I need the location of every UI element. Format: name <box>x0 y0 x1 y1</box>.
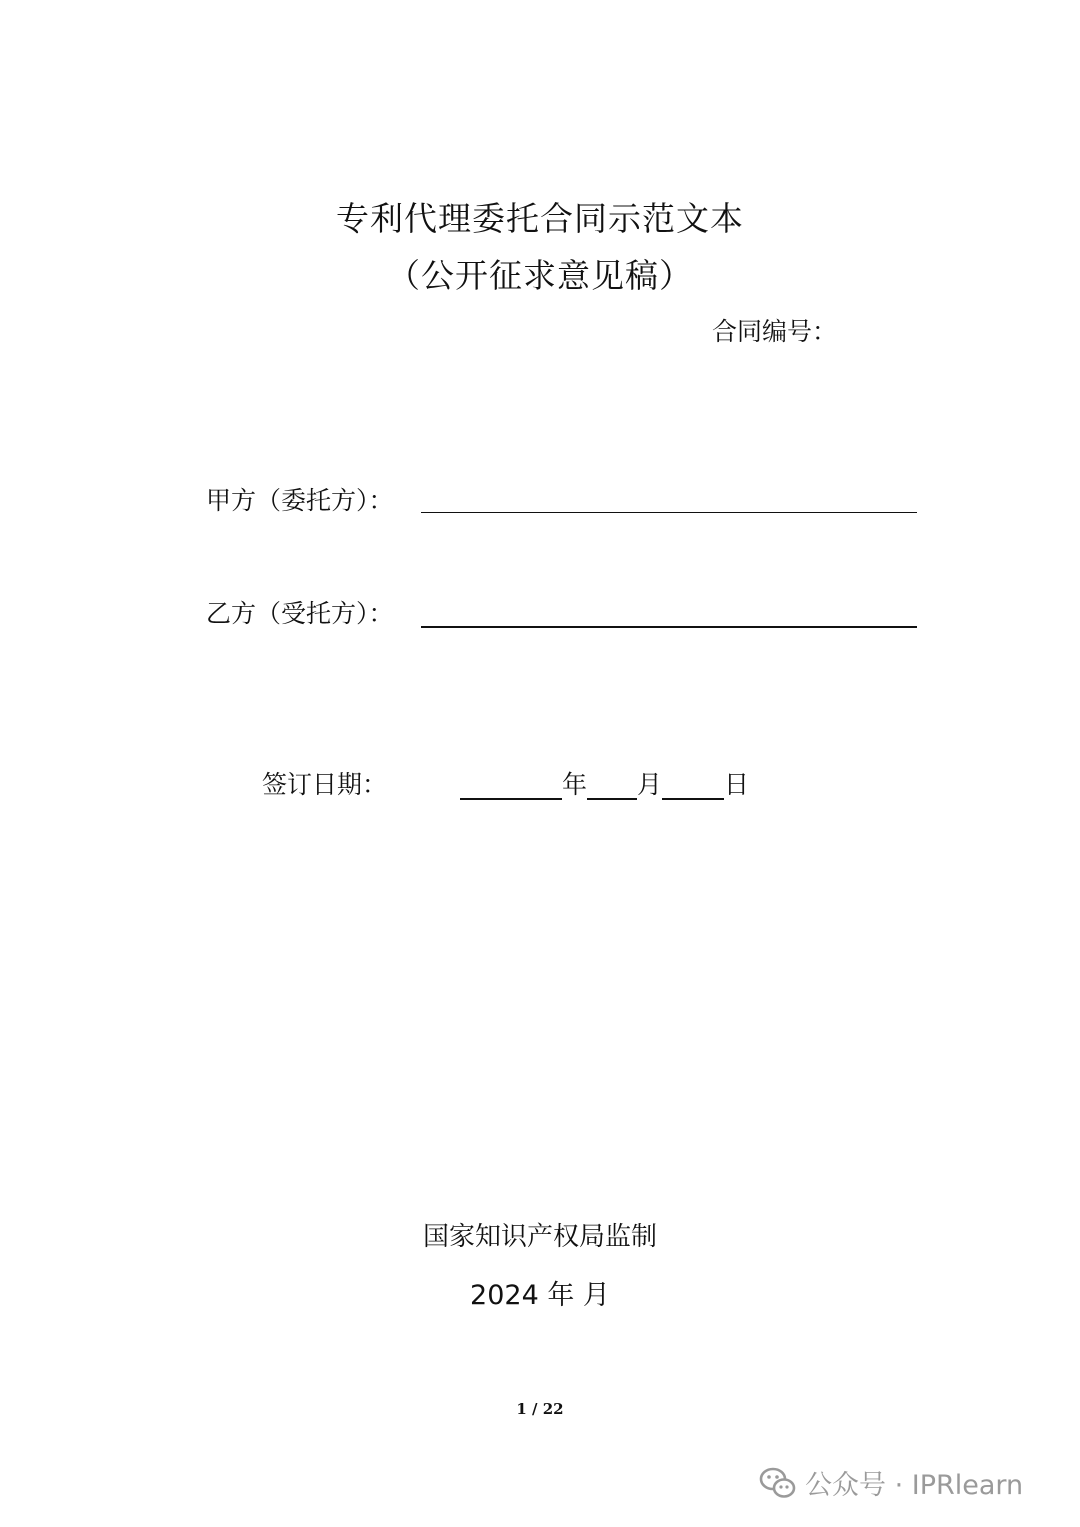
party-b-fill-line <box>421 626 917 628</box>
signing-date-label: 签订日期： <box>262 770 388 799</box>
watermark <box>757 1462 1023 1502</box>
watermark-text: 公众号 · IPRlearn <box>805 1469 1024 1501</box>
party-a-label: 甲方（委托方）： <box>206 486 394 515</box>
year-blank <box>460 772 562 800</box>
signing-date-fields <box>460 765 749 801</box>
party-b-label: 乙方（受托方）： <box>206 599 394 628</box>
issue-date: 2024 年 月 <box>470 1280 610 1311</box>
day-unit: 日 <box>724 770 750 799</box>
party-a-fill-line <box>421 512 917 513</box>
contract-number-label: 合同编号： <box>712 317 838 346</box>
year-unit: 年 <box>562 770 588 799</box>
month-blank <box>587 772 637 800</box>
day-blank <box>662 772 724 800</box>
document-title: 专利代理委托合同示范文本 <box>336 199 744 238</box>
month-unit: 月 <box>637 770 663 799</box>
document-subtitle: （公开征求意见稿） <box>387 256 693 295</box>
issuer: 国家知识产权局监制 <box>422 1222 657 1252</box>
page-number: 1 / 22 <box>516 1400 564 1418</box>
wechat-icon <box>757 1462 797 1502</box>
